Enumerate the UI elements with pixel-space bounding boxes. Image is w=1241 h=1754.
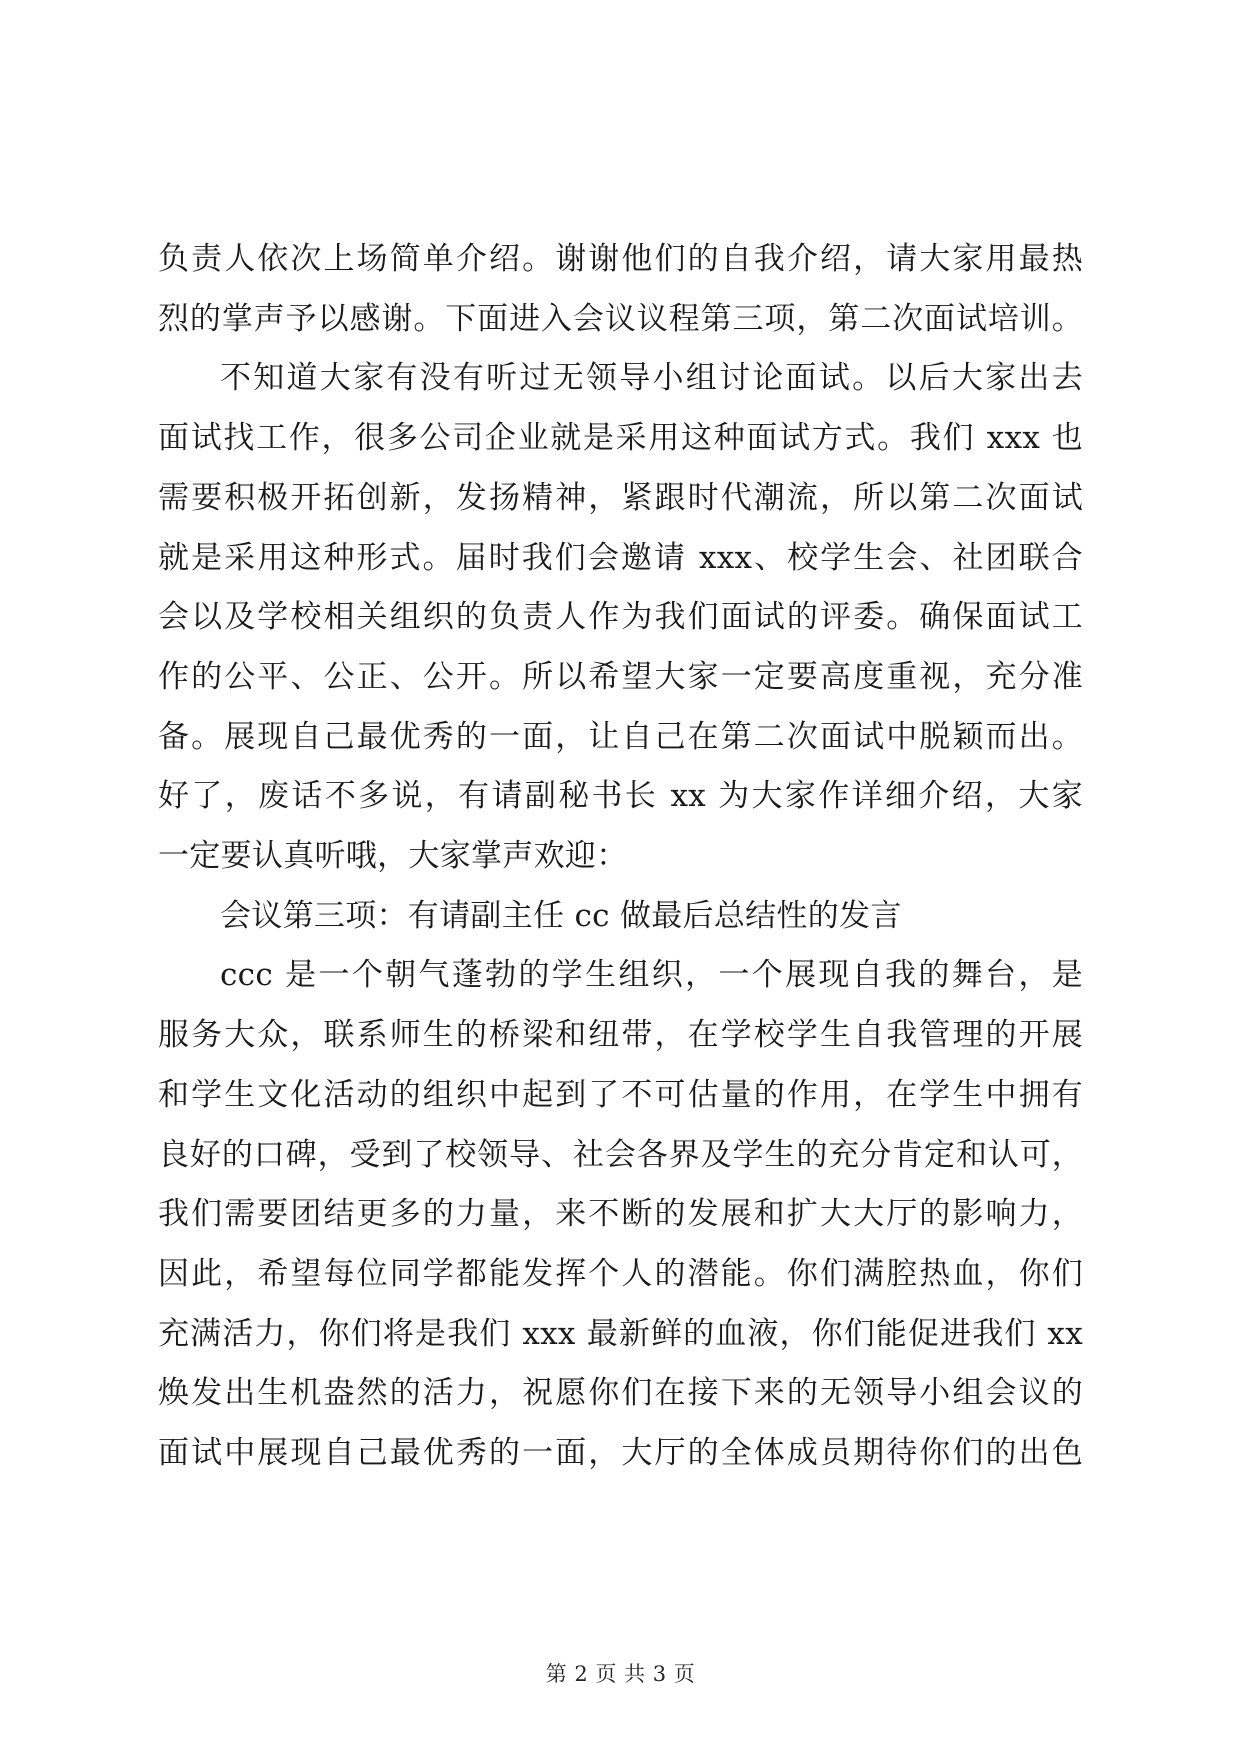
text-line: 良好的口碑，受到了校领导、社会各界及学生的充分肯定和认可， <box>158 1136 1083 1173</box>
text-line: 焕发出生机盎然的活力，祝愿你们在接下来的无领导小组会议的 <box>158 1375 1083 1412</box>
page-footer: 第 2 页 共 3 页 <box>545 1662 696 1686</box>
text-line: 面试中展现自己最优秀的一面，大厅的全体成员期待你们的出色 <box>158 1435 1083 1472</box>
text-line: 我们需要团结更多的力量，来不断的发展和扩大大厅的影响力， <box>158 1196 1083 1233</box>
text-line: 会议第三项：有请副主任 cc 做最后总结性的发言 <box>220 897 902 934</box>
text-line: 需要积极开拓创新，发扬精神，紧跟时代潮流，所以第二次面试 <box>158 479 1083 516</box>
text-line: 就是采用这种形式。届时我们会邀请 xxx、校学生会、社团联合 <box>158 539 1083 576</box>
text-line: 备。展现自己最优秀的一面，让自己在第二次面试中脱颖而出。 <box>158 718 1083 755</box>
text-line: 一定要认真听哦，大家掌声欢迎： <box>158 838 628 875</box>
text-line: 作的公平、公正、公开。所以希望大家一定要高度重视，充分准 <box>158 658 1083 695</box>
text-line: 负责人依次上场简单介绍。谢谢他们的自我介绍，请大家用最热 <box>158 241 1083 277</box>
text-line: 服务大众，联系师生的桥梁和纽带，在学校学生自我管理的开展 <box>158 1017 1083 1054</box>
text-line: 因此，希望每位同学都能发挥个人的潜能。你们满腔热血，你们 <box>158 1255 1083 1292</box>
text-line: 会以及学校相关组织的负责人作为我们面试的评委。确保面试工 <box>158 599 1083 636</box>
text-line: 烈的掌声予以感谢。下面进入会议议程第三项，第二次面试培训。 <box>158 300 1083 337</box>
text-line: 不知道大家有没有听过无领导小组讨论面试。以后大家出去 <box>220 360 1083 397</box>
document-body <box>158 230 1083 1484</box>
text-line: 好了，废话不多说，有请副秘书长 xx 为大家作详细介绍，大家 <box>158 778 1083 815</box>
text-line: 充满活力，你们将是我们 xxx 最新鲜的血液，你们能促进我们 xx <box>158 1315 1083 1352</box>
text-line: 和学生文化活动的组织中起到了不可估量的作用，在学生中拥有 <box>158 1076 1083 1113</box>
text-line: ccc 是一个朝气蓬勃的学生组织，一个展现自我的舞台，是 <box>220 957 1083 994</box>
text-line: 面试找工作，很多公司企业就是采用这种面试方式。我们 xxx 也 <box>158 420 1083 457</box>
